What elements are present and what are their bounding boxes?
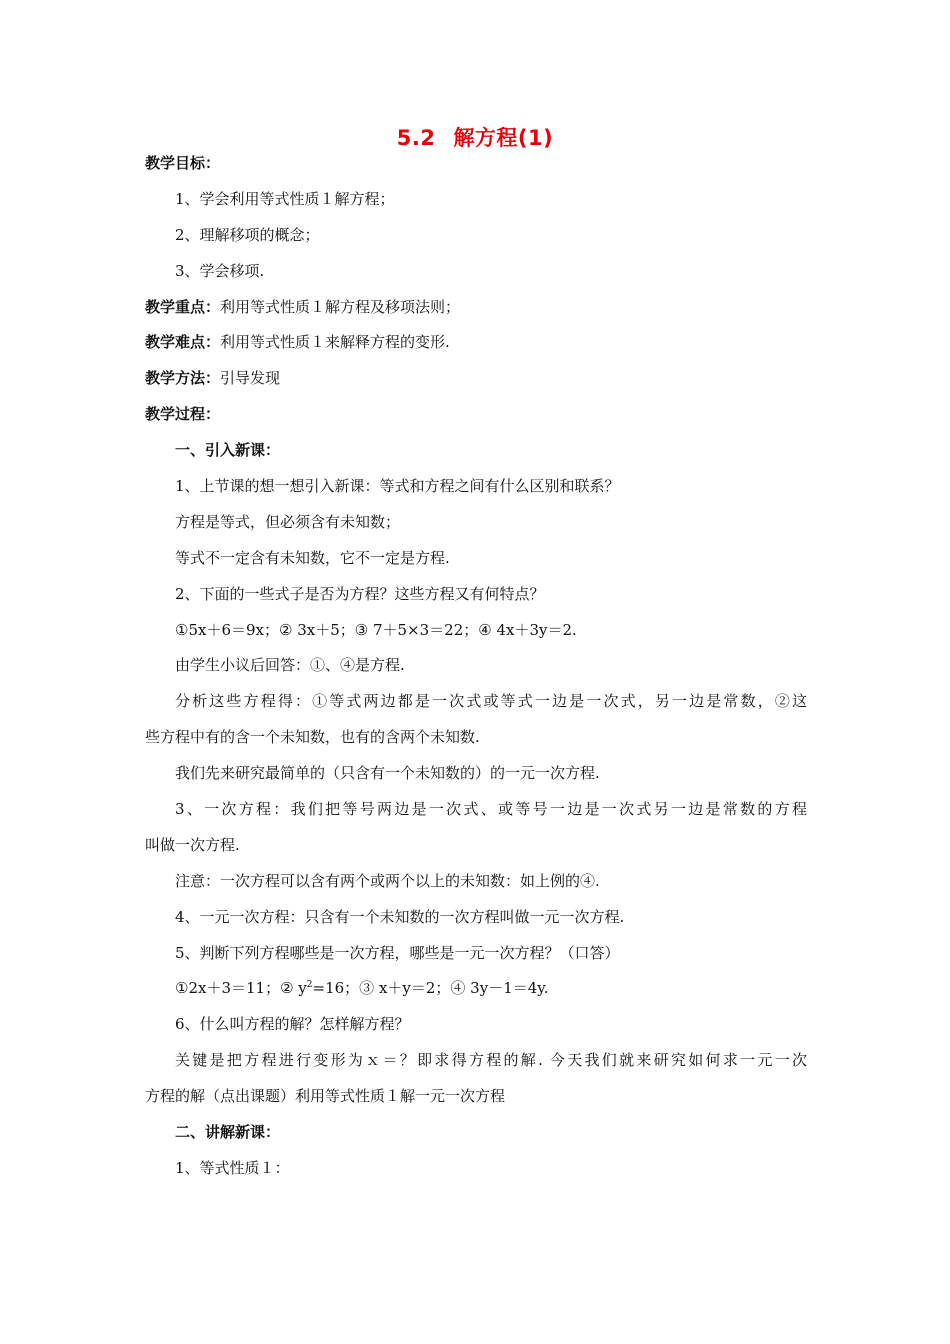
- key-point-line: [145, 290, 807, 326]
- key-point-label: 教学重点：: [145, 297, 221, 316]
- section1-line-wrap: 叫做一次方程.: [145, 835, 240, 854]
- section1-line: 由学生小议后回答：①、④是方程.: [175, 656, 405, 675]
- key-point-text: 利用等式性质１解方程及移项法则；: [220, 297, 461, 316]
- difficulty-line: [145, 325, 807, 361]
- section1-line: 3、一次方程：我们把等号两边是一次式、或等号一边是一次式另一边是常数的方程: [175, 800, 807, 819]
- equation-list-1: ①5x＋6＝9x；② 3x＋5；③ 7＋5×3＝22；④ 4x＋3y＝2.: [175, 620, 577, 639]
- section1-line-wrap: 方程的解（点出课题）利用等式性质１解一元一次方程: [145, 1087, 506, 1106]
- section1-heading: 一、引入新课：: [175, 441, 281, 460]
- equation-part: ①2x＋3＝11；② y: [175, 979, 307, 998]
- section1-line-wrap: 些方程中有的含一个未知数，也有的含两个未知数.: [145, 728, 480, 747]
- section1-line: 分析这些方程得：①等式两边都是一次式或等式一边是一次式，另一边是常数，②这: [175, 692, 807, 711]
- section2-heading: 二、讲解新课：: [175, 1123, 281, 1142]
- equation-part: =16；③ x＋y＝2；④ 3y－1＝4y.: [312, 979, 549, 998]
- section2-line: 1、等式性质１：: [175, 1158, 290, 1177]
- section1-line: 我们先来研究最简单的（只含有一个未知数的）的一元一次方程.: [175, 764, 600, 783]
- section1-line: 2、下面的一些式子是否为方程？这些方程又有何特点？: [175, 584, 545, 603]
- document-body: [145, 146, 807, 1187]
- equation-list-2: [145, 971, 807, 1007]
- difficulty-label: 教学难点：: [145, 333, 221, 352]
- section1-line: 6、什么叫方程的解？怎样解方程？: [175, 1015, 410, 1034]
- section1-line: 等式不一定含有未知数，它不一定是方程.: [175, 548, 450, 567]
- section1-line: 注意：一次方程可以含有两个或两个以上的未知数：如上例的④.: [175, 871, 600, 890]
- objectives-heading: 教学目标：: [145, 154, 221, 172]
- exponent: 2: [306, 980, 313, 991]
- objective-item: 1、学会利用等式性质１解方程；: [175, 189, 395, 208]
- method-line: [145, 361, 807, 397]
- section1-line: 方程是等式，但必须含有未知数；: [175, 512, 401, 531]
- objective-item: 3、学会移项.: [175, 261, 265, 280]
- title-text: 解方程(1): [453, 126, 554, 150]
- objective-item: 2、理解移项的概念；: [175, 225, 320, 244]
- method-label: 教学方法：: [145, 369, 221, 388]
- process-heading: 教学过程：: [145, 405, 221, 424]
- title-number: 5.2: [396, 126, 436, 150]
- method-text: 引导发现: [220, 369, 281, 388]
- section1-line: 4、一元一次方程：只含有一个未知数的一次方程叫做一元一次方程.: [175, 907, 625, 926]
- difficulty-text: 利用等式性质１来解释方程的变形.: [220, 333, 450, 352]
- section1-line: 关键是把方程进行变形为ｘ＝？即求得方程的解. 今天我们就来研究如何求一元一次: [175, 1051, 807, 1070]
- section1-line: 1、上节课的想一想引入新课：等式和方程之间有什么区别和联系？: [175, 477, 620, 496]
- section1-line: 5、判断下列方程哪些是一次方程，哪些是一元一次方程？（口答）: [175, 943, 620, 962]
